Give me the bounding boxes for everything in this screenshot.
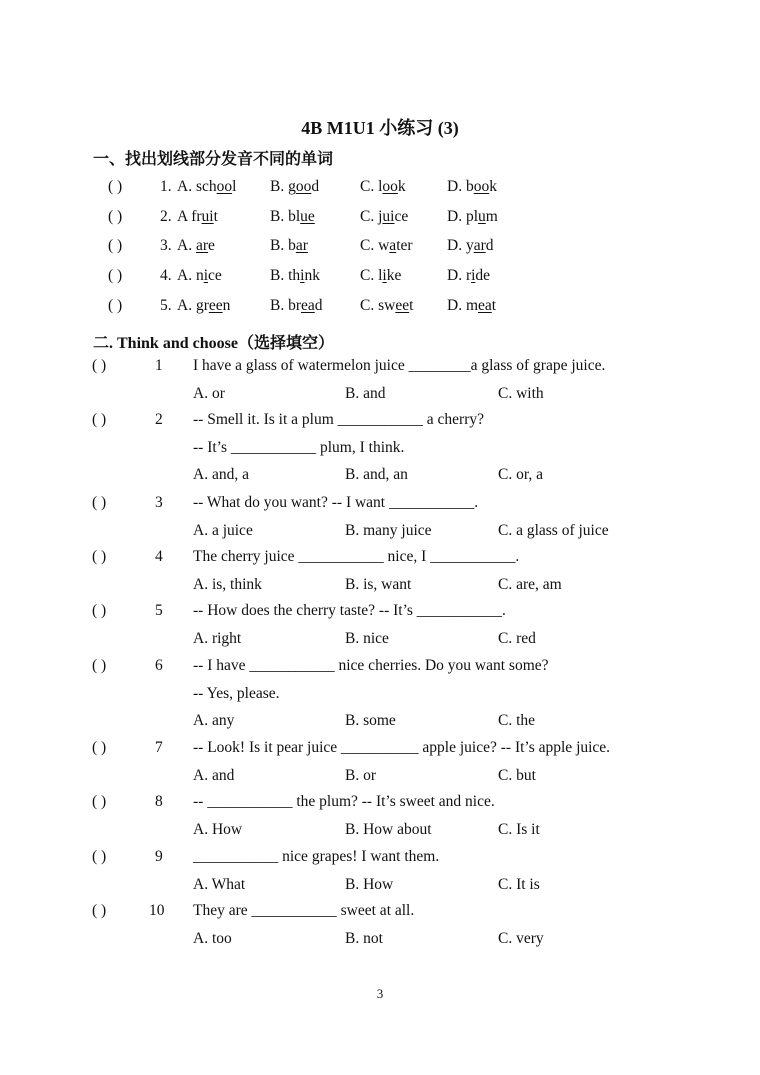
underlined-letters: i xyxy=(471,267,476,284)
item-number: 1. xyxy=(160,178,172,195)
option-b xyxy=(270,267,320,285)
option-b: B. nice xyxy=(345,629,389,647)
option-c xyxy=(360,208,408,226)
question-text: -- Look! Is it pear juice __________ apple juice? -- It’s apple juice. xyxy=(193,739,611,756)
option-d xyxy=(447,178,497,196)
question-text: ___________ nice grapes! I want them. xyxy=(193,848,440,865)
option-c: C. the xyxy=(498,712,536,729)
option-b: B. How xyxy=(345,875,394,893)
option-text-post: de xyxy=(475,267,491,284)
answer-blank[interactable]: ( ) xyxy=(92,548,107,565)
option-text-post: d xyxy=(314,297,323,314)
option-d xyxy=(447,297,496,315)
question-number: 9 xyxy=(155,848,163,865)
question-text: -- Smell it. Is it a plum ___________ a cherry? xyxy=(193,411,484,428)
option-text-pre: D. m xyxy=(447,297,478,314)
question-text: -- It’s ___________ plum, I think. xyxy=(193,438,405,456)
option-text-post: ce xyxy=(208,267,222,284)
option-text-pre: B. g xyxy=(270,178,296,195)
underlined-letters: ui xyxy=(201,208,214,225)
option-a: A. or xyxy=(193,384,225,402)
option-text-pre: C. l xyxy=(360,178,383,195)
option-a: A. is, think xyxy=(193,575,262,593)
option-text-pre: D. pl xyxy=(447,208,478,225)
option-a: A. too xyxy=(193,929,232,947)
option-a: A. a juice xyxy=(193,521,253,539)
underlined-letters: ar xyxy=(473,237,486,254)
page-title: 4B M1U1 小练习 (3) xyxy=(301,118,459,138)
answer-blank[interactable]: ( ) xyxy=(92,739,107,756)
option-text-post: nk xyxy=(304,267,320,284)
option-text-post: l xyxy=(232,178,237,195)
question-number: 10 xyxy=(149,902,165,919)
option-b: B. and xyxy=(345,384,386,402)
answer-blank[interactable]: ( ) xyxy=(92,494,107,511)
item-number: 4. xyxy=(160,267,172,284)
option-a xyxy=(177,267,222,285)
option-b: B. not xyxy=(345,929,383,947)
question-number: 6 xyxy=(155,657,163,674)
option-b xyxy=(270,208,315,226)
underlined-letters: ea xyxy=(301,297,315,314)
option-c xyxy=(360,178,406,196)
option-text-pre: B. th xyxy=(270,267,301,284)
underlined-letters: oo xyxy=(216,178,233,195)
option-text-post: t xyxy=(213,208,218,225)
underlined-letters: u xyxy=(478,208,486,225)
underlined-letters: i xyxy=(300,267,305,284)
option-b: B. is, want xyxy=(345,575,412,593)
answer-blank[interactable]: ( ) xyxy=(92,657,107,674)
option-text-post: m xyxy=(485,208,498,225)
section-2-heading: 二. Think and choose（选择填空） xyxy=(93,335,334,352)
answer-blank[interactable]: ( ) xyxy=(108,297,123,314)
option-text-pre: A. sch xyxy=(177,178,217,195)
option-b: B. some xyxy=(345,712,396,729)
question-number: 2 xyxy=(155,411,163,428)
question-number: 7 xyxy=(155,739,163,756)
option-text-post: t xyxy=(409,297,414,314)
item-number: 2. xyxy=(160,208,172,225)
option-d xyxy=(447,237,494,255)
option-b: B. many juice xyxy=(345,521,432,539)
underlined-letters: i xyxy=(203,267,209,284)
option-d xyxy=(447,208,498,226)
underlined-letters: oo xyxy=(295,178,312,195)
option-text-pre: A. n xyxy=(177,267,204,284)
question-text: They are ___________ sweet at all. xyxy=(193,902,415,919)
answer-blank[interactable]: ( ) xyxy=(92,793,107,810)
underlined-letters: ee xyxy=(395,297,410,314)
option-text-pre: C. l xyxy=(360,267,383,284)
option-text-pre: C. sw xyxy=(360,297,396,314)
answer-blank[interactable]: ( ) xyxy=(108,267,123,284)
question-number: 3 xyxy=(155,494,163,511)
page-number: 3 xyxy=(376,986,384,1001)
underlined-letters: a xyxy=(389,237,397,254)
option-b: B. How about xyxy=(345,820,432,838)
answer-blank[interactable]: ( ) xyxy=(108,208,123,225)
option-c xyxy=(360,237,413,255)
option-b: B. or xyxy=(345,766,376,784)
section-1-heading: 一、找出划线部分发音不同的单词 xyxy=(93,151,334,168)
question-text: The cherry juice ___________ nice, I ___________. xyxy=(193,548,520,565)
answer-blank[interactable]: ( ) xyxy=(92,602,107,619)
option-b xyxy=(270,178,319,196)
underlined-letters: ue xyxy=(300,208,315,225)
option-text-pre: D. b xyxy=(447,178,474,195)
option-text-pre: A. gr xyxy=(177,297,209,314)
option-text-post: ke xyxy=(386,267,402,284)
answer-blank[interactable]: ( ) xyxy=(92,902,107,919)
question-number: 5 xyxy=(155,602,163,619)
question-number: 8 xyxy=(155,793,163,810)
option-text-pre: B. b xyxy=(270,237,296,254)
answer-blank[interactable]: ( ) xyxy=(92,411,107,428)
option-c: C. red xyxy=(498,629,536,647)
option-text-pre: A. xyxy=(177,237,196,254)
option-text-pre: C. j xyxy=(360,208,383,225)
option-a: A. and, a xyxy=(193,466,249,483)
question-text: -- How does the cherry taste? -- It’s ___________. xyxy=(193,602,506,619)
question-text: -- I have ___________ nice cherries. Do you want some? xyxy=(193,657,549,674)
underlined-letters: oo xyxy=(473,178,490,195)
option-b xyxy=(270,237,308,255)
option-a: A. How xyxy=(193,820,243,838)
option-text-post: d xyxy=(311,178,320,195)
question-number: 1 xyxy=(155,357,163,374)
underlined-letters: oo xyxy=(382,178,398,195)
option-text-pre: D. r xyxy=(447,267,472,284)
question-text: -- What do you want? -- I want ___________. xyxy=(193,494,479,511)
option-c: C. Is it xyxy=(498,820,540,838)
option-a: A. What xyxy=(193,875,246,893)
option-c: C. with xyxy=(498,384,544,402)
question-text: -- Yes, please. xyxy=(193,684,280,702)
item-number: 5. xyxy=(160,297,172,314)
option-text-post: k xyxy=(489,178,497,195)
option-a: A. any xyxy=(193,712,235,729)
answer-blank[interactable]: ( ) xyxy=(92,848,107,865)
option-text-post: ter xyxy=(396,237,413,254)
option-a: A. right xyxy=(193,629,242,647)
option-c: C. It is xyxy=(498,875,540,893)
option-c xyxy=(360,297,413,315)
option-c: C. a glass of juice xyxy=(498,521,609,539)
question-text: I have a glass of watermelon juice ________a glass of grape juice. xyxy=(193,357,606,374)
option-text-pre: D. y xyxy=(447,237,474,254)
option-c: C. are, am xyxy=(498,575,562,593)
underlined-letters: ar xyxy=(295,237,308,254)
option-b xyxy=(270,297,323,315)
option-b: B. and, an xyxy=(345,466,408,483)
answer-blank[interactable]: ( ) xyxy=(92,357,107,374)
question-text: -- ___________ the plum? -- It’s sweet and nice. xyxy=(193,793,495,810)
option-text-post: t xyxy=(491,297,497,314)
option-a xyxy=(177,208,218,226)
underlined-letters: ar xyxy=(195,237,208,254)
option-text-post: d xyxy=(485,237,494,254)
underlined-letters: ui xyxy=(382,208,395,225)
option-text-post: ce xyxy=(394,208,409,225)
underlined-letters: i xyxy=(382,267,387,284)
underlined-letters: ee xyxy=(208,297,223,314)
answer-blank[interactable]: ( ) xyxy=(108,178,123,195)
option-c: C. or, a xyxy=(498,466,544,483)
option-text-pre: B. br xyxy=(270,297,301,314)
option-c: C. but xyxy=(498,766,536,784)
option-c: C. very xyxy=(498,929,544,947)
option-a: A. and xyxy=(193,766,235,784)
answer-blank[interactable]: ( ) xyxy=(108,237,123,254)
option-text-pre: A fr xyxy=(177,208,202,225)
option-d xyxy=(447,267,490,285)
item-number: 3. xyxy=(160,237,172,254)
option-text-post: n xyxy=(222,297,231,314)
option-a xyxy=(177,237,215,255)
option-text-post: k xyxy=(397,178,406,195)
option-a xyxy=(177,178,236,196)
option-text-pre: C. w xyxy=(360,237,390,254)
option-c xyxy=(360,267,401,285)
option-text-pre: B. bl xyxy=(270,208,301,225)
option-text-post: e xyxy=(208,237,215,254)
option-a xyxy=(177,297,230,315)
underlined-letters: ea xyxy=(478,297,492,314)
question-number: 4 xyxy=(155,548,163,565)
